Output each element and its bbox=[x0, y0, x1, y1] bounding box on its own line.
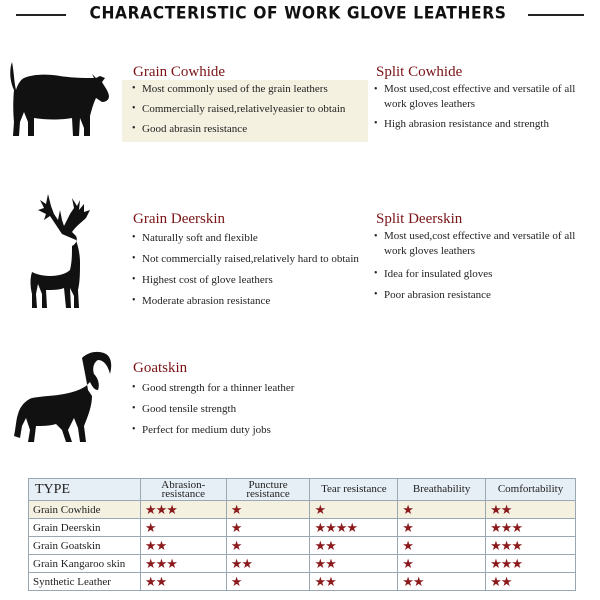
grain-deerskin-title: Grain Deerskin bbox=[133, 211, 226, 227]
star-rating: ★ bbox=[230, 573, 242, 589]
list-item: • High abrasion resistance and strength bbox=[374, 117, 598, 131]
rating-cell bbox=[140, 537, 226, 555]
star-rating: ★★★ bbox=[490, 555, 523, 571]
star-rating: ★ bbox=[230, 501, 242, 517]
list-item: • Naturally soft and flexible bbox=[132, 231, 372, 245]
split-deerskin-list bbox=[374, 229, 598, 302]
table-row bbox=[29, 501, 576, 519]
star-rating: ★★ bbox=[144, 573, 167, 589]
rating-cell bbox=[226, 573, 310, 591]
rating-cell bbox=[398, 519, 486, 537]
leather-type-cell: Grain Deerskin bbox=[29, 519, 141, 537]
star-rating: ★★★ bbox=[490, 519, 523, 535]
rating-cell bbox=[140, 501, 226, 519]
list-item: • Most used,cost effective and versatile of all work gloves leathers bbox=[374, 82, 598, 112]
star-rating: ★★ bbox=[490, 501, 512, 517]
star-rating: ★★ bbox=[314, 573, 336, 589]
star-rating: ★★ bbox=[144, 537, 167, 553]
goatskin-list bbox=[132, 381, 372, 437]
rating-cell bbox=[226, 501, 310, 519]
list-item: • Good abrasin resistance bbox=[132, 122, 368, 136]
list-item: • Perfect for medium duty jobs bbox=[132, 423, 372, 437]
table-header-row bbox=[29, 479, 576, 501]
table-header: Puncture resistance bbox=[226, 479, 310, 501]
goat-icon bbox=[8, 346, 112, 448]
list-item: • Poor abrasion resistance bbox=[374, 288, 598, 302]
table-row bbox=[29, 555, 576, 573]
list-item: • Commercially raised,relativelyeasier to obtain bbox=[132, 102, 368, 116]
list-item: • Not commercially raised,relatively hard to obtain bbox=[132, 252, 372, 266]
split-cowhide-list bbox=[374, 82, 598, 131]
table-header: Breathability bbox=[398, 479, 486, 501]
table-row bbox=[29, 537, 576, 555]
star-rating: ★ bbox=[402, 537, 413, 553]
list-item: • Moderate abrasion resistance bbox=[132, 294, 372, 308]
star-rating: ★★ bbox=[314, 555, 336, 571]
leather-type-cell: Grain Kangaroo skin bbox=[29, 555, 141, 573]
rating-cell bbox=[310, 537, 398, 555]
rating-cell bbox=[486, 573, 576, 591]
star-rating: ★ bbox=[230, 519, 242, 535]
title-bar bbox=[0, 4, 600, 26]
star-rating: ★ bbox=[314, 501, 326, 517]
rating-cell bbox=[398, 573, 486, 591]
list-item: • Good tensile strength bbox=[132, 402, 372, 416]
rating-cell bbox=[140, 519, 226, 537]
leather-comparison-table bbox=[28, 478, 576, 591]
star-rating: ★★★ bbox=[144, 501, 177, 517]
rating-cell bbox=[310, 519, 398, 537]
star-rating: ★★★ bbox=[144, 555, 177, 571]
rating-cell bbox=[486, 555, 576, 573]
list-item: • Good strength for a thinner leather bbox=[132, 381, 372, 395]
table-header: TYPE bbox=[29, 479, 141, 501]
goatskin-title: Goatskin bbox=[133, 360, 188, 376]
leather-type-cell: Grain Cowhide bbox=[29, 501, 141, 519]
star-rating: ★ bbox=[402, 519, 413, 535]
table-header: Abrasion-resistance bbox=[140, 479, 226, 501]
title-divider-left bbox=[16, 14, 66, 16]
star-rating: ★★ bbox=[230, 555, 252, 571]
grain-cowhide-title: Grain Cowhide bbox=[133, 64, 226, 80]
table-header: Comfortability bbox=[486, 479, 576, 501]
rating-cell bbox=[140, 573, 226, 591]
list-item: • Most used,cost effective and versatile of all work gloves leathers bbox=[374, 229, 598, 259]
rating-cell bbox=[226, 555, 310, 573]
rating-cell bbox=[226, 519, 310, 537]
deer-icon bbox=[14, 190, 110, 312]
rating-cell bbox=[310, 501, 398, 519]
title-divider-right bbox=[528, 14, 584, 16]
star-rating: ★★ bbox=[490, 573, 512, 589]
table-header: Tear resistance bbox=[310, 479, 398, 501]
grain-deerskin-list bbox=[132, 231, 372, 308]
leather-type-cell: Grain Goatskin bbox=[29, 537, 141, 555]
split-deerskin-title: Split Deerskin bbox=[376, 211, 463, 227]
star-rating: ★ bbox=[230, 537, 242, 553]
star-rating: ★★ bbox=[314, 537, 336, 553]
table-row bbox=[29, 519, 576, 537]
rating-cell bbox=[486, 537, 576, 555]
rating-cell bbox=[310, 555, 398, 573]
cow-icon bbox=[6, 56, 112, 140]
rating-cell bbox=[140, 555, 226, 573]
list-item: • Most commonly used of the grain leathers bbox=[132, 82, 368, 96]
split-cowhide-title: Split Cowhide bbox=[376, 64, 463, 80]
grain-cowhide-list bbox=[132, 82, 368, 136]
rating-cell bbox=[486, 501, 576, 519]
table-row bbox=[29, 573, 576, 591]
star-rating: ★★ bbox=[402, 573, 424, 589]
rating-cell bbox=[486, 519, 576, 537]
rating-cell bbox=[310, 573, 398, 591]
star-rating: ★★★★ bbox=[314, 519, 358, 535]
star-rating: ★★★ bbox=[490, 537, 523, 553]
rating-cell bbox=[398, 501, 486, 519]
star-rating: ★ bbox=[402, 501, 413, 517]
star-rating: ★ bbox=[144, 519, 156, 535]
table-body bbox=[29, 501, 576, 591]
list-item: • Highest cost of glove leathers bbox=[132, 273, 372, 287]
rating-cell bbox=[398, 555, 486, 573]
page-title: CHARACTERISTIC OF WORK GLOVE LEATHERS bbox=[89, 3, 507, 23]
rating-cell bbox=[226, 537, 310, 555]
leather-type-cell: Synthetic Leather bbox=[29, 573, 141, 591]
rating-cell bbox=[398, 537, 486, 555]
list-item: • Idea for insulated gloves bbox=[374, 267, 598, 281]
star-rating: ★ bbox=[402, 555, 413, 571]
